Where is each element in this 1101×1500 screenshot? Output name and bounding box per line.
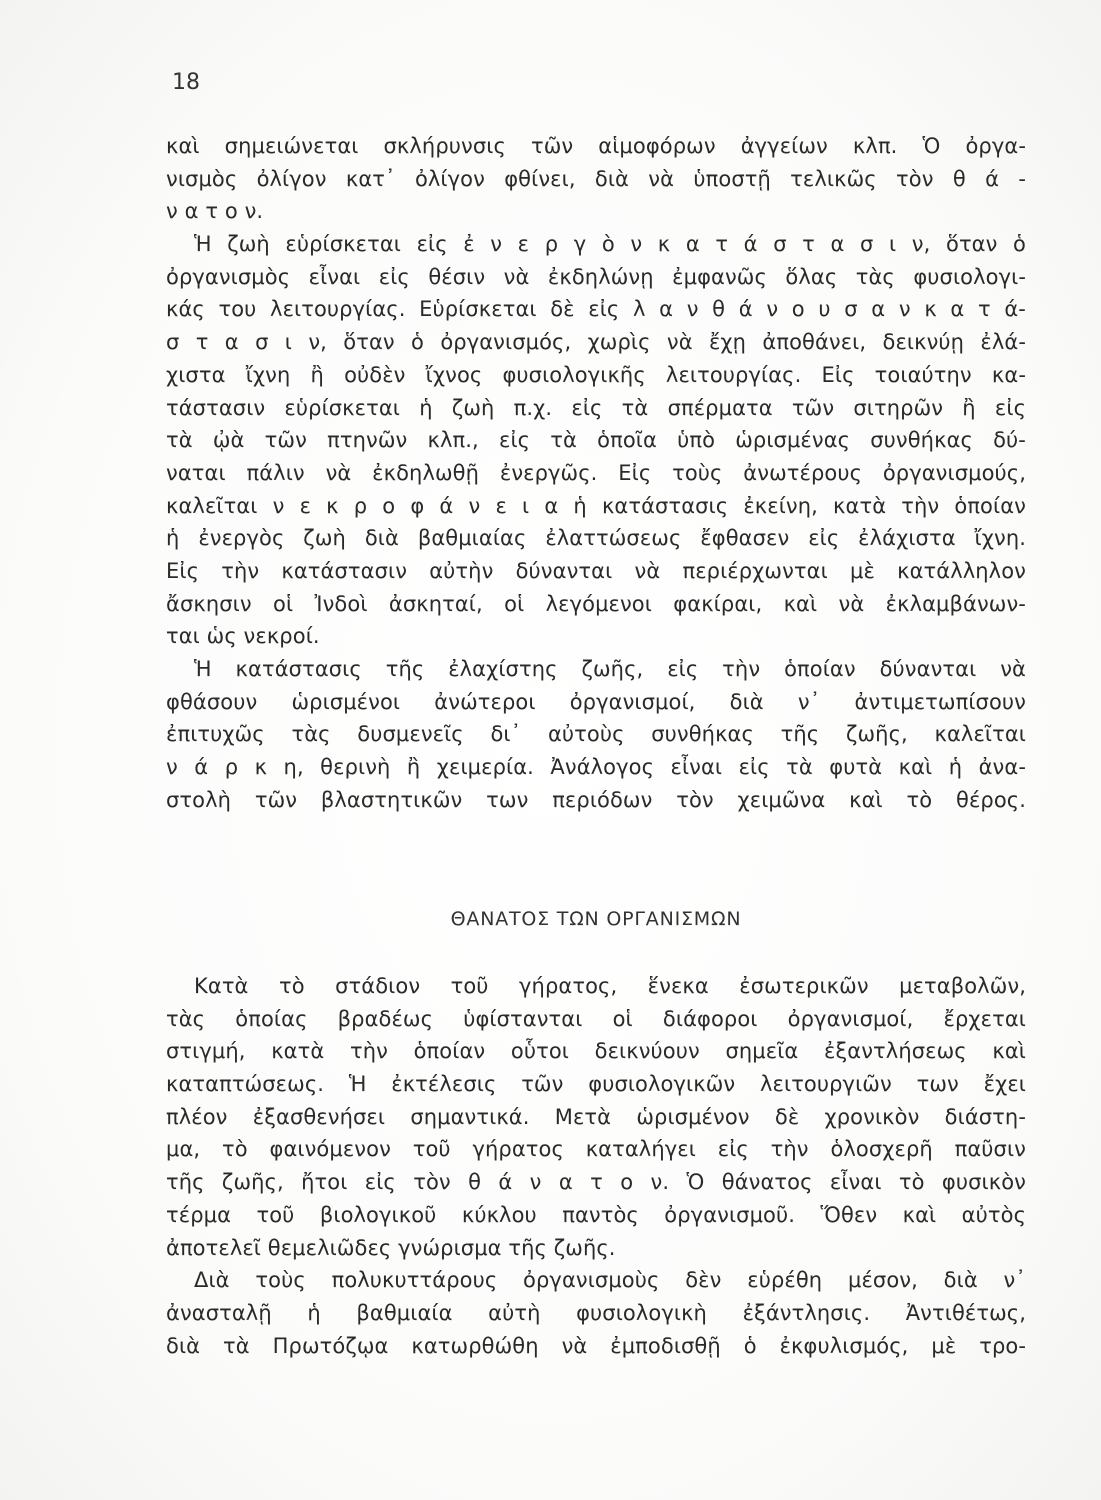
text-line: μα, τὸ φαινόμενον τοῦ γήρατος καταλήγει εἰς τὴν ὁλοσχερῆ παῦσιν — [166, 1137, 1026, 1162]
section-heading: ΘΑΝΑΤΟΣ ΤΩΝ ΟΡΓΑΝΙΣΜΩΝ — [450, 908, 742, 930]
text-line: τάστασιν εὑρίσκεται ἡ ζωὴ π.χ. εἰς τὰ σπέρματα τῶν σιτηρῶν ἢ εἰς — [166, 395, 1026, 420]
text-line: ὀργανισμὸς εἶναι εἰς θέσιν νὰ ἐκδηλώνῃ ἐμφανῶς ὅλας τὰς φυσιολογι- — [166, 264, 1026, 289]
text-block-life-states — [166, 130, 1026, 816]
text-line: καταπτώσεως. Ἡ ἐκτέλεσις τῶν φυσιολογικῶν λειτουργιῶν των ἔχει — [166, 1072, 1026, 1097]
text-line: ἀνασταλῇ ἡ βαθμιαία αὐτὴ φυσιολογικὴ ἐξάντλησις. Ἀντιθέτως, — [166, 1300, 1026, 1325]
text-line: ν α τ ο ν. — [166, 199, 264, 224]
text-line: τὰς ὁποίας βραδέως ὑφίστανται οἱ διάφοροι ὀργανισμοί, ἔρχεται — [166, 1006, 1026, 1031]
text-line: στιγμή, κατὰ τὴν ὁποίαν οὗτοι δεικνύουν σημεῖα ἐξαντλήσεως καὶ — [166, 1039, 1026, 1064]
text-line: ἡ ἐνεργὸς ζωὴ διὰ βαθμιαίας ἐλαττώσεως ἔφθασεν εἰς ἐλάχιστα ἴχνη. — [166, 526, 1026, 551]
text-line: καλεῖται ν ε κ ρ ο φ ά ν ε ι α ἡ κατάστασις ἐκείνη, κατὰ τὴν ὁποίαν — [166, 493, 1026, 518]
text-line: ἀποτελεῖ θεμελιῶδες γνώρισμα τῆς ζωῆς. — [166, 1235, 616, 1260]
text-line: Διὰ τοὺς πολυκυττάρους ὀργανισμοὺς δὲν εὑρέθη μέσον, διὰ ν᾽ — [194, 1268, 1026, 1293]
text-line: Κατὰ τὸ στάδιον τοῦ γήρατος, ἕνεκα ἐσωτερικῶν μεταβολῶν, — [194, 974, 1026, 998]
text-line: νισμὸς ὀλίγον κατ᾽ ὀλίγον φθίνει, διὰ νὰ ὑποστῇ τελικῶς τὸν θ ά - — [166, 166, 1026, 191]
text-line: ται ὡς νεκροί. — [166, 624, 320, 649]
text-line: στολὴ τῶν βλαστητικῶν των περιόδων τὸν χειμῶνα καὶ τὸ θέρος. — [166, 787, 1026, 812]
text-line: Ἡ κατάστασις τῆς ἐλαχίστης ζωῆς, εἰς τὴν ὁποίαν δύνανται νὰ — [194, 657, 1026, 681]
text-line: Εἰς τὴν κατάστασιν αὐτὴν δύνανται νὰ περιέρχωνται μὲ κατάλληλον — [166, 558, 1026, 583]
text-line: χιστα ἴχνη ἢ οὐδὲν ἴχνος φυσιολογικῆς λειτουργίας. Εἰς τοιαύτην κα- — [166, 362, 1026, 387]
text-line: φθάσουν ὡρισμένοι ἀνώτεροι ὀργανισμοί, διὰ ν᾽ ἀντιμετωπίσουν — [166, 689, 1026, 714]
text-line: ν ά ρ κ η, θερινὴ ἢ χειμερία. Ἀνάλογος εἶναι εἰς τὰ φυτὰ καὶ ἡ ἀνα- — [166, 755, 1026, 780]
text-line: Ἡ ζωὴ εὑρίσκεται εἰς ἐ ν ε ρ γ ὸ ν κ α τ ά σ τ α σ ι ν, ὅταν ὁ — [194, 232, 1026, 257]
text-line: σ τ α σ ι ν, ὅταν ὁ ὀργανισμός, χωρὶς νὰ ἔχῃ ἀποθάνει, δεικνύῃ ἐλά- — [166, 330, 1026, 355]
text-line: τέρμα τοῦ βιολογικοῦ κύκλου παντὸς ὀργανισμοῦ. Ὅθεν καὶ αὐτὸς — [166, 1202, 1026, 1227]
text-line: πλέον ἐξασθενήσει σημαντικά. Μετὰ ὡρισμένον δὲ χρονικὸν διάστη- — [166, 1104, 1026, 1129]
text-line: καὶ σημειώνεται σκλήρυνσις τῶν αἱμοφόρων ἀγγείων κλπ. Ὁ ὀργα- — [166, 134, 1026, 158]
text-line: τῆς ζωῆς, ἤτοι εἰς τὸν θ ά ν α τ ο ν. Ὁ θάνατος εἶναι τὸ φυσικὸν — [166, 1170, 1026, 1195]
text-line: ἄσκησιν οἱ Ἰνδοὶ ἀσκηταί, οἱ λεγόμενοι φακίραι, καὶ νὰ ἐκλαμβάνων- — [166, 591, 1026, 616]
text-line: τὰ ᾠὰ τῶν πτηνῶν κλπ., εἰς τὰ ὁποῖα ὑπὸ ὡρισμένας συνθήκας δύ- — [166, 428, 1026, 453]
text-line: κάς του λειτουργίας. Εὑρίσκεται δὲ εἰς λ α ν θ ά ν ο υ σ α ν κ α τ ά- — [166, 297, 1026, 322]
page-number: 18 — [172, 70, 200, 95]
text-line: ναται πάλιν νὰ ἐκδηλωθῇ ἐνεργῶς. Εἰς τοὺς ἀνωτέρους ὀργανισμούς, — [166, 460, 1026, 485]
text-line: ἐπιτυχῶς τὰς δυσμενεῖς δι᾽ αὐτοὺς συνθήκας τῆς ζωῆς, καλεῖται — [166, 722, 1026, 747]
text-line: διὰ τὰ Πρωτόζῳα κατωρθώθη νὰ ἐμποδισθῇ ὁ ἐκφυλισμός, μὲ τρο- — [166, 1333, 1026, 1358]
text-block-death — [166, 970, 1026, 1362]
